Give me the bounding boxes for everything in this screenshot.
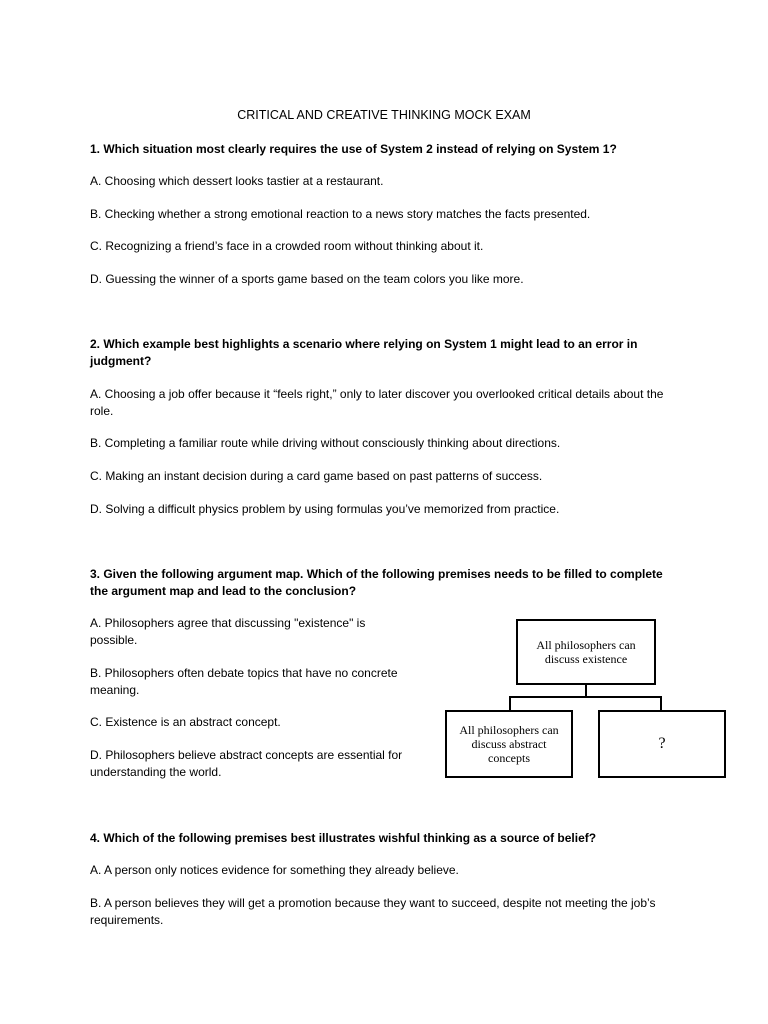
argument-map-premise-left-text: All philosophers can discuss abstract concepts (459, 723, 559, 765)
connector-right-drop (660, 696, 662, 711)
argument-map-premise-right-box (598, 710, 726, 778)
question-3-prompt: 3. Given the following argument map. Which of the following premises needs to be filled to complete the argument map and lead to the conclusion? (90, 567, 663, 598)
argument-map-conclusion-text: All philosophers can discuss existence (536, 638, 636, 666)
question-2-option-b: B. Completing a familiar route while driving without consciously thinking about directions. (90, 436, 561, 450)
argument-map-missing-premise: ? (658, 735, 666, 752)
argument-map-premise-left-box (445, 710, 573, 778)
question-2-option-c: C. Making an instant decision during a card game based on past patterns of success. (90, 469, 543, 483)
argument-map-conclusion-box (516, 619, 656, 685)
question-2-option-d: D. Solving a difficult physics problem by using formulas you’ve memorized from practice. (90, 502, 560, 516)
question-4-option-a: A. A person only notices evidence for something they already believe. (90, 863, 459, 877)
question-2-option-a: A. Choosing a job offer because it “feels right,” only to later discover you overlooked critical details about the role. (90, 387, 664, 418)
question-3-option-d: D. Philosophers believe abstract concepts are essential for understanding the world. (90, 748, 403, 779)
question-4-option-b: B. A person believes they will get a promotion because they want to succeed, despite not meeting the job’s requirements. (90, 896, 656, 927)
question-3-option-c: C. Existence is an abstract concept. (90, 715, 281, 729)
question-1-option-a: A. Choosing which dessert looks tastier at a restaurant. (90, 174, 384, 188)
question-1-option-d: D. Guessing the winner of a sports game based on the team colors you like more. (90, 272, 524, 286)
question-3-option-b: B. Philosophers often debate topics that have no concrete meaning. (90, 666, 398, 697)
question-4-prompt: 4. Which of the following premises best illustrates wishful thinking as a source of belief? (90, 831, 597, 845)
question-3-option-a: A. Philosophers agree that discussing "existence" is possible. (90, 616, 366, 647)
connector-horizontal (509, 696, 662, 698)
question-1-option-b: B. Checking whether a strong emotional reaction to a news story matches the facts presented. (90, 207, 591, 221)
question-1-prompt: 1. Which situation most clearly requires the use of System 2 instead of relying on System 1? (90, 142, 617, 156)
exam-title: CRITICAL AND CREATIVE THINKING MOCK EXAM (237, 108, 531, 122)
question-1-option-c: C. Recognizing a friend’s face in a crowded room without thinking about it. (90, 239, 484, 253)
connector-left-drop (509, 696, 511, 711)
question-2-prompt: 2. Which example best highlights a scenario where relying on System 1 might lead to an error in judgment? (90, 337, 638, 368)
